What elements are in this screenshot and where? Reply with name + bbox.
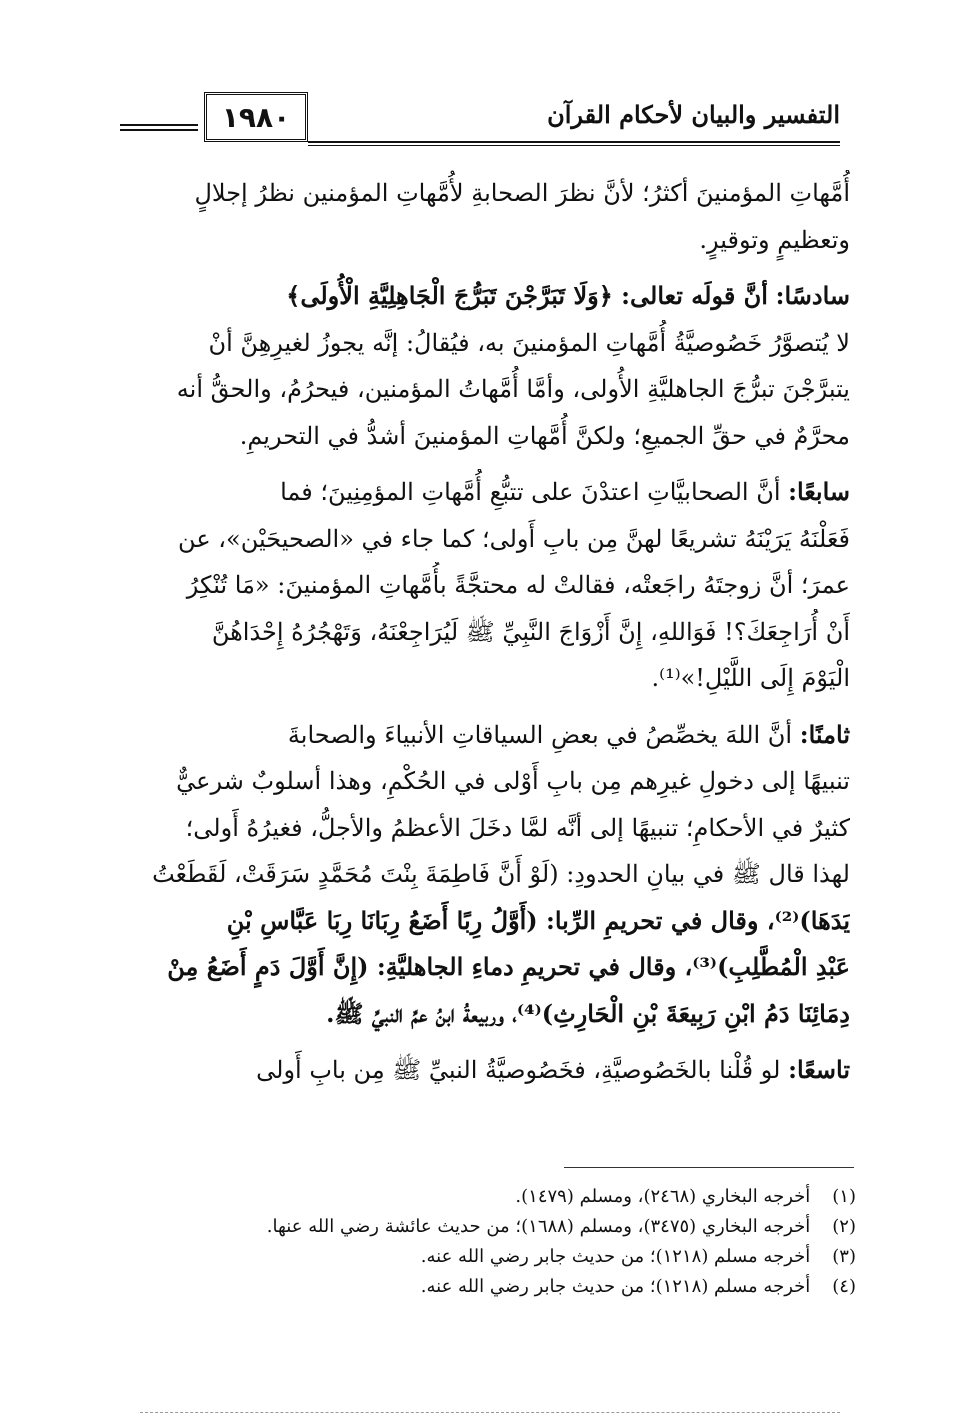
text-line bbox=[118, 469, 850, 516]
text-line: أَنْ أُرَاجِعَكَ؟! فَوَاللهِ، إِنَّ أَزْوَاجَ النَّبِيِّ ﷺ لَيُرَاجِعْنَهُ، وَتَهْجُرُهُ إِحْدَاهُنَّ bbox=[211, 617, 850, 646]
text-line: كثيرٌ في الأحكامِ؛ تنبيهًا إلى أنَّه لمَّا دخَلَ الأعظمُ والأجلُّ، فغيرُهُ أَولى؛ bbox=[185, 813, 850, 842]
header-rule-left-2 bbox=[120, 129, 198, 131]
text-line: أُمَّهاتِ المؤمنينَ أكثرُ؛ لأنَّ نظرَ الصحابةِ لأُمَّهاتِ المؤمنين نظرُ إجلالٍ bbox=[194, 179, 850, 207]
paragraph-lead: ثامنًا: bbox=[799, 719, 850, 749]
footnote bbox=[124, 1212, 856, 1242]
text-line: الْيَوْمَ إِلَى اللَّيْلِ!»⁽¹⁾. bbox=[651, 664, 850, 692]
paragraph bbox=[118, 170, 850, 263]
paragraph-lead: سادسًا: bbox=[775, 281, 850, 310]
text-line: عَبْدِ الْمُطَّلِبِ)⁽³⁾، وقال في تحريمِ دماءِ الجاهليَّةِ: (إِنَّ أَوَّلَ دَمٍ أَضَعُ مِنْ bbox=[167, 952, 850, 981]
footnote-text: أخرجه البخاري (٢٤٦٨)، ومسلم (١٤٧٩). bbox=[515, 1186, 811, 1207]
footnote-number: (١) bbox=[832, 1186, 856, 1207]
running-title: التفسير والبيان لأحكام القرآن bbox=[547, 100, 840, 129]
text-line: تنبيهًا إلى دخولِ غيرِهم مِن بابِ أَوْلى في الحُكْمِ، وهذا أسلوبٌ شرعيٌّ bbox=[176, 767, 850, 795]
page-number: ١٩٨٠ bbox=[221, 100, 291, 134]
footnote-number: (٣) bbox=[832, 1246, 856, 1267]
footnote-number: (٢) bbox=[832, 1216, 856, 1237]
paragraph-lead: تاسعًا: bbox=[788, 1055, 850, 1084]
text-segment: أنَّ اللهَ يخصِّصُ في بعضِ السياقاتِ الأنبياءَ والصحابةَ bbox=[287, 720, 793, 749]
footnote-separator bbox=[564, 1167, 854, 1168]
text-line: عمرَ؛ أنَّ زوجتَهُ راجَعتْه، فقالتْ له محتجَّةً بأُمَّهاتِ المؤمنينَ: «مَا تُنْكِرُ bbox=[186, 571, 850, 599]
text-segment: أنَّ قولَه تعالى: ﴿وَلَا تَبَرَّجْنَ تَبَرُّجَ الْجَاهِلِيَّةِ الْأُولَى﴾ bbox=[286, 281, 768, 310]
footnote-text: أخرجه مسلم (١٢١٨)؛ من حديث جابر رضي الله عنه. bbox=[420, 1276, 811, 1297]
text-line: يَدَهَا)⁽²⁾، وقال في تحريمِ الرِّبا: (أَوَّلُ رِبًا أَضَعُ رِبَانَا رِبَا عَبَّاسِ بْنِ bbox=[226, 905, 850, 935]
footnote bbox=[124, 1182, 856, 1212]
footnote bbox=[124, 1242, 856, 1272]
text-line bbox=[118, 712, 850, 759]
main-text bbox=[118, 170, 850, 1104]
paragraph-ninth bbox=[118, 1047, 850, 1094]
header-rule bbox=[308, 141, 840, 143]
page-number-box bbox=[204, 92, 308, 142]
text-line: محرَّمٌ في حقِّ الجميعِ؛ ولكنَّ أُمَّهاتِ المؤمنينَ أشدُّ في التحريمِ. bbox=[239, 421, 850, 450]
text-segment: لو قُلْنا بالخَصُوصيَّةِ، فخَصُوصيَّةُ النبيِّ ﷺ مِن بابِ أَولى bbox=[256, 1056, 781, 1084]
footnote-text: أخرجه مسلم (١٢١٨)؛ من حديث جابر رضي الله عنه. bbox=[420, 1246, 811, 1267]
footnotes bbox=[124, 1182, 856, 1302]
text-line: دِمَائِنَا دَمُ ابْنِ رَبِيعَةَ بْنِ الْحَارِثِ)⁽⁴⁾، وربيعةُ ابنُ عمِّ النبيِّ ﷺ. bbox=[326, 998, 850, 1028]
text-line: يتبرَّجْنَ تبرُّجَ الجاهليَّةِ الأُولى، وأمَّا أُمَّهاتُ المؤمنين، فيحرُمُ، والحقُّ أنه bbox=[176, 375, 850, 403]
header-rule-left bbox=[120, 124, 198, 126]
page-header bbox=[120, 92, 840, 152]
paragraph-seventh bbox=[118, 469, 850, 702]
text-line bbox=[118, 1047, 850, 1094]
paragraph-eighth bbox=[118, 712, 850, 1038]
paragraph-lead: سابعًا: bbox=[788, 477, 850, 506]
paragraph-sixth bbox=[118, 273, 850, 459]
text-line bbox=[118, 273, 850, 320]
text-line: وتعظيمٍ وتوقيرٍ. bbox=[699, 225, 850, 254]
footnote-number: (٤) bbox=[832, 1276, 856, 1297]
text-line: لهذا قال ﷺ في بيانِ الحدودِ: (لَوْ أَنَّ فَاطِمَةَ بِنْتَ مُحَمَّدٍ سَرَقَتْ، لَقَطَعْتُ bbox=[152, 860, 850, 888]
page-bottom-edge bbox=[140, 1412, 840, 1413]
footnote bbox=[124, 1272, 856, 1302]
header-rule-thin bbox=[308, 145, 840, 146]
text-line: لا يُتصوَّرُ خَصُوصيَّةُ أُمَّهاتِ المؤمنينَ به، فيُقالُ: إنَّه يجوزُ لغيرِهِنَّ أنْ bbox=[208, 328, 850, 357]
text-line: فَعَلْنَهُ يَرَيْنَهُ تشريعًا لهنَّ مِن بابِ أَولى؛ كما جاء في «الصحيحَيْن»، عن bbox=[178, 524, 850, 553]
text-segment: أنَّ الصحابيَّاتِ اعتدْنَ على تتبُّعِ أُمَّهاتِ المؤمِنِينَ؛ فما bbox=[280, 478, 781, 506]
footnote-text: أخرجه البخاري (٣٤٧٥)، ومسلم (١٦٨٨)؛ من حديث عائشة رضي الله عنها. bbox=[266, 1216, 811, 1237]
